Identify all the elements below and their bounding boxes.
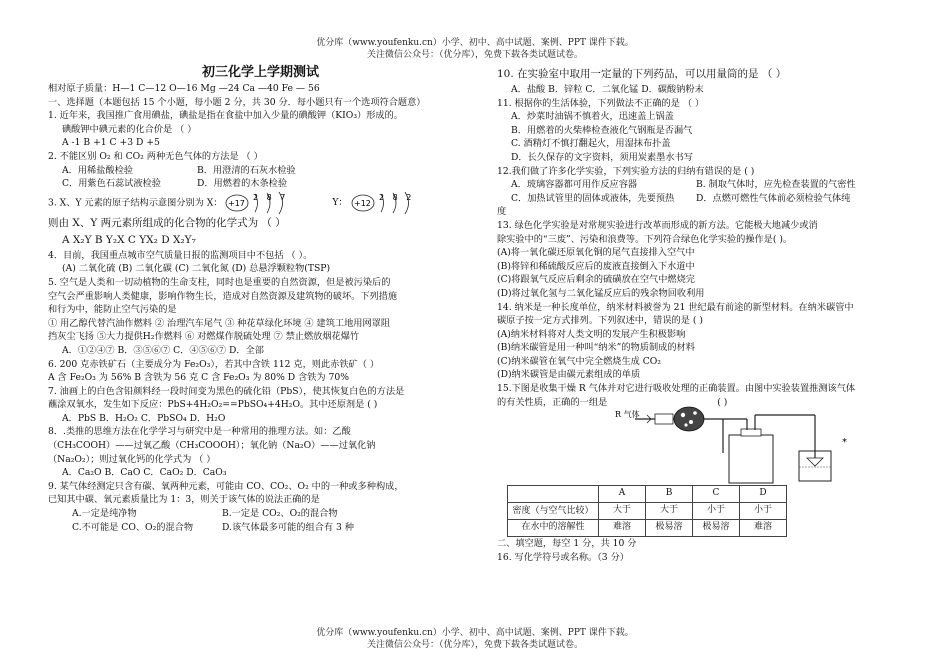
footer-line-1: 优分库（www.youfenku.cn）小学、初中、高中试题、案例、PPT 课件下载。 bbox=[316, 628, 634, 638]
collection-bottle bbox=[729, 435, 773, 483]
q2-option-c: C．用紫色石蕊试液检验 bbox=[62, 178, 161, 190]
atomic-mass-line: 相对原子质量：H—1 C—12 O—16 Mg —24 Ca —40 Fe — 56 bbox=[48, 83, 320, 94]
table-header-cell: A bbox=[599, 486, 646, 503]
figure-star-label: * bbox=[842, 437, 847, 449]
q5-stem-2: 空气会严重影响人类健康，影响作物生长，造成对自然资源及建筑物的破坏。下列措施 bbox=[48, 290, 398, 302]
atom-x-electrons: 2 8 7 bbox=[253, 192, 289, 202]
q13-stem: 13. 绿色化学实验是对常规实验进行改革而形成的新方法。它能极大地减少或消 bbox=[497, 219, 818, 231]
q12-option-c: C．加热试管里的固体或液体，先要预热 bbox=[511, 192, 675, 204]
q12-option-b: B. 制取气体时，应先检查装置的气密性 bbox=[696, 179, 856, 191]
q14-option-b: (B)纳米碳管是用一种叫“纳米”的物质制成的材料 bbox=[497, 342, 695, 354]
q10-options: A．盐酸 B．锌粒 C．二氧化锰 D．碳酸钠粉末 bbox=[511, 84, 704, 95]
apparatus-svg bbox=[497, 403, 917, 485]
q4-options: (A) 二氧化硫 (B) 二氧化碳 (C) 二氧化氮 (D) 总悬浮颗粒物(TSP) bbox=[62, 263, 331, 275]
drying-granule-1 bbox=[681, 413, 685, 417]
section-1-heading bbox=[48, 96, 473, 110]
footer-line-2: 关注微信公众号：（优分库），免费下载各类试题试卷。 bbox=[366, 640, 583, 650]
drying-granule-3 bbox=[693, 411, 697, 415]
apparatus-figure bbox=[497, 403, 917, 485]
q12-options-row1 bbox=[497, 178, 917, 192]
q15-stem-2-text: 的有关性质，正确的一组是 bbox=[497, 396, 608, 408]
q3-y-label: Y： bbox=[332, 197, 348, 209]
atom-y-nuc-label: +12 bbox=[353, 198, 371, 208]
q13-option-b: (B)将锌和稀硫酸反应后的废液直接倒入下水道中 bbox=[497, 260, 695, 272]
section-1-text: 一、选择题（本题包括 15 个小题，每小题 2 分，共 30 分．每小题只有一个选项符合题意） bbox=[48, 96, 426, 108]
q3-stem-2: 则由 X、Y 两元素所组成的化合物的化学式为 （ ） bbox=[48, 216, 286, 229]
gas-properties-table bbox=[507, 485, 787, 537]
q12-option-a: A．玻璃容器都可用作反应容器 bbox=[511, 179, 638, 191]
q9-option-a: A.一定是纯净物 bbox=[72, 508, 137, 520]
table-cell: 小于 bbox=[693, 503, 740, 520]
q1-stem-2: 碘酸钾中碘元素的化合价是 （ ） bbox=[62, 123, 197, 135]
q11-option-a: A．炒菜时油锅不慎着火，迅速盖上锅盖 bbox=[511, 111, 674, 123]
table-cell: 密度（与空气比较） bbox=[508, 503, 599, 520]
q7-stem-2: 蘸涂双氧水，发生如下反应：PbS+4H₂O₂==PbSO₄+4H₂O。其中还原剂是 ( ) bbox=[48, 399, 378, 411]
q5-stem-5: 挡灰尘飞扬 ⑤大力提供H₂作燃料 ⑥ 对燃煤作脱硫处理 ⑦ 禁止燃放烟花爆竹 bbox=[48, 331, 360, 343]
q10-stem: 10. 在实验室中取用一定量的下列药品，可以用量筒的是 （ ） bbox=[497, 68, 787, 80]
q7-options: A．PbS B．H₂O₂ C．PbSO₄ D．H₂O bbox=[62, 412, 226, 424]
atom-x-nuc-label: +17 bbox=[228, 198, 246, 208]
table-cell: 小于 bbox=[740, 503, 787, 520]
q12-option-d-cont: 度 bbox=[497, 206, 507, 218]
page-header bbox=[0, 37, 950, 61]
table-cell: 极易溶 bbox=[646, 520, 693, 537]
q14-stem: 14. 纳米是一种长度单位，纳米材料被誉为 21 世纪最有前途的新型材料。在纳米碳管中 bbox=[497, 301, 854, 313]
drying-granule-4 bbox=[684, 424, 687, 427]
q5-stem: 5. 空气是人类和一切动植物的生命支柱，同时也是重要的自然资源，但是被污染后的 bbox=[48, 276, 391, 288]
q12-option-d: D．点燃可燃性气体前必须检验气体纯 bbox=[696, 192, 851, 204]
atom-y-diagram bbox=[351, 191, 451, 215]
stopper-left bbox=[655, 414, 673, 424]
q15-answer-paren: ( ) bbox=[717, 396, 728, 408]
q2-options-row2 bbox=[48, 177, 473, 191]
left-column bbox=[48, 64, 473, 534]
q6-options: A 含 Fe₂O₃ 为 56% B 含铁为 56 克 C 含 Fe₂O₃ 为 80% D 含铁为 70% bbox=[48, 372, 349, 384]
q4-stem: 4．目前，我国重点城市空气质量日报的监测项目中不包括 （ ）。 bbox=[48, 249, 313, 261]
table-cell: 大于 bbox=[599, 503, 646, 520]
q14-option-a: (A)纳米材料将对人类文明的发展产生积极影响 bbox=[497, 328, 686, 340]
q9-option-b: B.一定是 CO₂、O₂的混合物 bbox=[222, 508, 338, 520]
atom-x-diagram bbox=[225, 191, 325, 215]
table-header-cell: D bbox=[740, 486, 787, 503]
q15-stem: 15.下图是收集干燥 R 气体并对它进行吸收处理的正确装置。由图中实验装置推测该气体 bbox=[497, 383, 856, 395]
q14-option-c: (C)纳米碳管在氧气中完全燃烧生成 CO₂ bbox=[497, 355, 661, 367]
section-2-heading: 二、填空题，每空 1 分，共 10 分 bbox=[497, 538, 637, 550]
q8-stem-3: （Na₂O₂）；则过氧化钙的化学式为 （ ） bbox=[48, 453, 216, 465]
q8-stem-2: （CH₃COOH）——过氧乙酸（CH₃COOOH）；氧化钠（Na₂O）——过氧化钠 bbox=[48, 440, 376, 452]
drying-granule-2 bbox=[689, 420, 693, 424]
table-header-row bbox=[508, 486, 787, 503]
q2-stem: 2. 不能区别 O₂ 和 CO₂ 两种无色气体的方法是 （ ） bbox=[48, 150, 263, 162]
drying-tube bbox=[674, 407, 704, 431]
right-column bbox=[497, 66, 917, 564]
q5-options: A．①②④⑦ B．③⑤⑥⑦ C．④⑤⑥⑦ D．全部 bbox=[62, 344, 264, 356]
r-gas-label: R 气体 bbox=[615, 410, 640, 420]
q12-options-row2 bbox=[497, 192, 917, 206]
exam-title: 初三化学上学期测试 bbox=[201, 65, 319, 80]
q16-stem: 16. 写化学符号或名称。（3 分） bbox=[497, 551, 629, 563]
q11-option-b: B．用燃着的火柴棒检查液化气钢瓶是否漏气 bbox=[511, 124, 693, 136]
q9-options-row2 bbox=[48, 521, 473, 535]
q1-options: A -1 B +1 C +3 D +5 bbox=[62, 137, 160, 149]
q9-option-d: D.该气体最多可能的组合有 3 种 bbox=[222, 521, 354, 533]
table-row bbox=[508, 520, 787, 537]
table-header-cell: B bbox=[646, 486, 693, 503]
q11-option-c: C. 酒精灯不慎打翻起火，用湿抹布扑盖 bbox=[511, 138, 671, 150]
bottle-stopper bbox=[741, 429, 761, 436]
header-line-1: 优分库（www.youfenku.cn）小学、初中、高中试题、案例、PPT 课件下载。 bbox=[316, 38, 634, 48]
q14-stem-2: 碳原子按一定方式排列。下列叙述中，错误的是 ( ) bbox=[497, 315, 703, 327]
q5-stem-4: ① 用乙醇代替汽油作燃料 ② 治理汽车尾气 ③ 种花草绿化环境 ④ 建筑工地用网罩阻 bbox=[48, 317, 391, 329]
q11-stem: 11. 根据你的生活体验，下列做法不正确的是 （ ） bbox=[497, 97, 705, 109]
q2-option-d: D．用燃着的木条检验 bbox=[197, 178, 288, 190]
q3-stem bbox=[48, 191, 473, 215]
q13-stem-2: 除实验中的“三废”、污染和浪费等。下列符合绿色化学实验的操作是( )。 bbox=[497, 233, 793, 245]
page-footer bbox=[0, 627, 950, 651]
table-cell: 极易溶 bbox=[693, 520, 740, 537]
q13-option-c: (C)将跟氧气反应后剩余的硫磺放在空气中燃烧完 bbox=[497, 274, 695, 286]
q5-stem-3: 和行为中，能防止空气污染的是 bbox=[48, 304, 177, 316]
q9-stem: 9. 某气体经测定只含有碳、氧两种元素，可能由 CO、CO₂、O₂ 中的一种或多种构成， bbox=[48, 480, 404, 492]
q6-stem: 6. 200 克赤铁矿石（主要成分为 Fe₂O₃），若其中含铁 112 克，则此赤铁矿（ ） bbox=[48, 358, 380, 370]
q9-option-c: C.不可能是 CO、O₂的混合物 bbox=[72, 521, 194, 533]
q2-option-a: A．用稀盐酸检验 bbox=[62, 164, 133, 176]
q1-stem: 1. 近年来，我国推广食用碘盐，碘盐是指在食盐中加入少量的碘酸钾（KIO₃）形成的。 bbox=[48, 110, 403, 122]
q2-options-row1 bbox=[48, 164, 473, 178]
table-cell: 大于 bbox=[646, 503, 693, 520]
q8-options: A．Ca₂O B．CaO C．CaO₂ D．CaO₃ bbox=[62, 467, 227, 479]
atom-x-svg bbox=[225, 191, 325, 215]
q7-stem: 7. 油画上的白色含铅颜料经一段时间变为黑色的硫化铅（PbS），使其恢复白色的方法是 bbox=[48, 385, 405, 397]
table-cell: 难溶 bbox=[599, 520, 646, 537]
q8-stem: 8．.类推的思维方法在化学学习与研究中是一种常用的推理方法。如：乙酸 bbox=[48, 426, 351, 438]
atom-y-svg bbox=[351, 191, 451, 215]
q9-options-row1 bbox=[48, 507, 473, 521]
table-cell: 在水中的溶解性 bbox=[508, 520, 599, 537]
inverted-funnel bbox=[807, 458, 823, 466]
q13-option-d: (D)将过氧化氢与二氧化锰反应后的残余物回收利用 bbox=[497, 287, 705, 299]
table-header-cell bbox=[508, 486, 599, 503]
atom-y-electrons: 2 8 2 bbox=[378, 192, 414, 202]
table-header-cell: C bbox=[693, 486, 740, 503]
q14-option-d: (D)纳米碳管是由碳元素组成的单质 bbox=[497, 369, 641, 381]
q12-stem: 12.我们做了许多化学实验，下列实验方法的归纳有错误的是 ( ) bbox=[497, 165, 755, 177]
table-row bbox=[508, 503, 787, 520]
q11-option-d: D．长久保存的文字资料，须用炭素墨水书写 bbox=[511, 151, 693, 163]
table-cell: 难溶 bbox=[740, 520, 787, 537]
q9-stem-2: 已知其中碳、氧元素质量比为 1：3，则关于该气体的说法正确的是 bbox=[48, 494, 320, 506]
q3-options: A X₂Y B Y₂X C YX₂ D X₂Y₇ bbox=[62, 233, 196, 246]
q13-option-a: (A)将一氧化碳还原氧化铜的尾气直接排入空气中 bbox=[497, 247, 695, 259]
q2-option-b: B．用澄清的石灰水检验 bbox=[197, 164, 296, 176]
q3-text: 3. X、Y 元素的原子结构示意图分别为 X： bbox=[48, 197, 223, 209]
header-line-2: 关注微信公众号：（优分库），免费下载各类试题试卷。 bbox=[366, 50, 583, 60]
